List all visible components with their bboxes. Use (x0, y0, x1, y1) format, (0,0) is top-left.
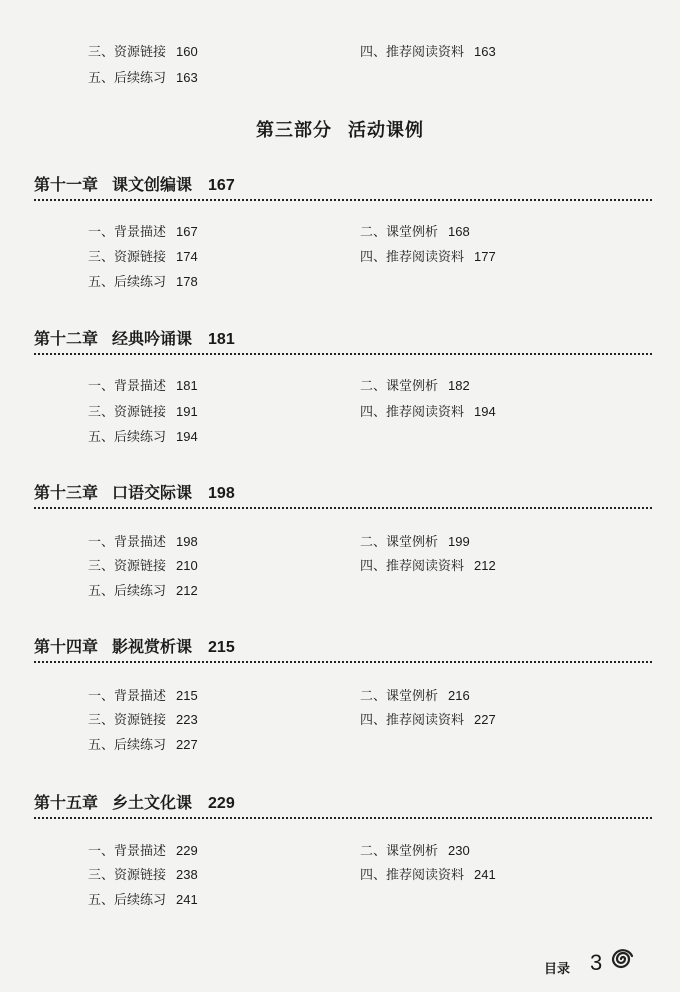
entry-label: 二、课堂例析 (360, 844, 439, 859)
toc-entry (88, 534, 198, 551)
entry-page: 177 (474, 249, 496, 264)
dotted-rule (34, 199, 652, 201)
entry-page: 212 (176, 583, 198, 598)
chapter-number: 第十三章 (34, 483, 99, 502)
entry-page: 227 (176, 737, 198, 752)
dotted-rule (34, 817, 652, 819)
entry-label: 三、资源链接 (88, 559, 167, 574)
entry-page: 223 (176, 712, 198, 727)
entry-page: 167 (176, 224, 198, 239)
toc-entry (88, 224, 198, 241)
toc-entry (360, 843, 470, 860)
toc-entry (88, 583, 198, 600)
toc-entry (88, 70, 198, 87)
entry-label: 五、后续练习 (88, 275, 167, 290)
toc-entry (360, 249, 496, 266)
footer-label: 目录 (544, 961, 571, 976)
toc-entry (88, 843, 198, 860)
page-number: 3 (590, 950, 603, 975)
entry-label: 二、课堂例析 (360, 689, 439, 704)
chapter-head-text (34, 326, 235, 349)
toc-entry (88, 274, 198, 291)
entry-label: 四、推荐阅读资料 (360, 559, 465, 574)
entry-page: 241 (176, 892, 198, 907)
spiral-logo-icon (610, 946, 636, 972)
entry-page: 215 (176, 688, 198, 703)
chapter-title: 口语交际课 (112, 483, 193, 502)
chapter-number: 第十五章 (34, 793, 99, 812)
entry-page: 168 (448, 224, 470, 239)
entry-page: 227 (474, 712, 496, 727)
entry-page: 160 (176, 44, 198, 59)
toc-entry (360, 867, 496, 884)
entry-page: 216 (448, 688, 470, 703)
entry-label: 五、后续练习 (88, 71, 167, 86)
entry-page: 212 (474, 558, 496, 573)
toc-entry (88, 404, 198, 421)
toc-entry (88, 558, 198, 575)
entry-page: 174 (176, 249, 198, 264)
entry-page: 182 (448, 378, 470, 393)
chapter-head-text (34, 634, 235, 657)
entry-page: 199 (448, 534, 470, 549)
entry-page: 163 (474, 44, 496, 59)
chapter-heading (34, 790, 652, 820)
toc-entry (88, 867, 198, 884)
chapter-heading (34, 172, 652, 202)
chapter-number: 第十二章 (34, 329, 99, 348)
entry-label: 四、推荐阅读资料 (360, 405, 465, 420)
chapter-title: 影视赏析课 (112, 637, 193, 656)
toc-entry (88, 44, 198, 61)
toc-entry (88, 378, 198, 395)
chapter-page: 229 (208, 795, 235, 812)
toc-entry (360, 44, 496, 61)
chapter-number: 第十四章 (34, 637, 99, 656)
entry-label: 四、推荐阅读资料 (360, 713, 465, 728)
toc-entry (360, 224, 470, 241)
entry-label: 四、推荐阅读资料 (360, 868, 465, 883)
entry-label: 五、后续练习 (88, 584, 167, 599)
part-name: 活动课例 (348, 120, 424, 141)
entry-page: 238 (176, 867, 198, 882)
toc-entry (360, 688, 470, 705)
chapter-number: 第十一章 (34, 175, 99, 194)
toc-entry (360, 378, 470, 395)
entry-label: 一、背景描述 (88, 225, 167, 240)
chapter-title: 课文创编课 (112, 175, 193, 194)
entry-label: 三、资源链接 (88, 250, 167, 265)
entry-page: 194 (176, 429, 198, 444)
chapter-title: 乡土文化课 (112, 793, 193, 812)
entry-label: 三、资源链接 (88, 713, 167, 728)
entry-label: 四、推荐阅读资料 (360, 250, 465, 265)
part-title (0, 116, 680, 142)
entry-page: 194 (474, 404, 496, 419)
chapter-page: 215 (208, 639, 235, 656)
chapter-head-text (34, 790, 235, 813)
entry-page: 198 (176, 534, 198, 549)
entry-label: 一、背景描述 (88, 689, 167, 704)
entry-page: 230 (448, 843, 470, 858)
entry-label: 一、背景描述 (88, 379, 167, 394)
entry-label: 五、后续练习 (88, 738, 167, 753)
toc-entry (360, 404, 496, 421)
toc-entry (88, 737, 198, 754)
toc-entry (360, 534, 470, 551)
entry-label: 二、课堂例析 (360, 225, 439, 240)
chapter-heading (34, 326, 652, 356)
chapter-page: 198 (208, 485, 235, 502)
dotted-rule (34, 507, 652, 509)
chapter-heading (34, 480, 652, 510)
entry-label: 一、背景描述 (88, 535, 167, 550)
dotted-rule (34, 353, 652, 355)
entry-label: 三、资源链接 (88, 45, 167, 60)
part-number: 第三部分 (256, 120, 332, 141)
entry-page: 229 (176, 843, 198, 858)
dotted-rule (34, 661, 652, 663)
chapter-head-text (34, 480, 235, 503)
entry-label: 一、背景描述 (88, 844, 167, 859)
entry-label: 三、资源链接 (88, 405, 167, 420)
entry-label: 五、后续练习 (88, 430, 167, 445)
toc-entry (88, 429, 198, 446)
entry-page: 178 (176, 274, 198, 289)
entry-label: 三、资源链接 (88, 868, 167, 883)
toc-entry (88, 892, 198, 909)
entry-label: 二、课堂例析 (360, 379, 439, 394)
toc-entry (88, 688, 198, 705)
toc-entry (88, 712, 198, 729)
entry-label: 四、推荐阅读资料 (360, 45, 465, 60)
toc-entry (360, 712, 496, 729)
entry-page: 210 (176, 558, 198, 573)
entry-page: 241 (474, 867, 496, 882)
entry-page: 191 (176, 404, 198, 419)
entry-label: 二、课堂例析 (360, 535, 439, 550)
entry-label: 五、后续练习 (88, 893, 167, 908)
toc-entry (88, 249, 198, 266)
entry-page: 181 (176, 378, 198, 393)
chapter-heading (34, 634, 652, 664)
chapter-page: 167 (208, 177, 235, 194)
chapter-page: 181 (208, 331, 235, 348)
chapter-title: 经典吟诵课 (112, 329, 193, 348)
entry-page: 163 (176, 70, 198, 85)
chapter-head-text (34, 172, 235, 195)
toc-entry (360, 558, 496, 575)
